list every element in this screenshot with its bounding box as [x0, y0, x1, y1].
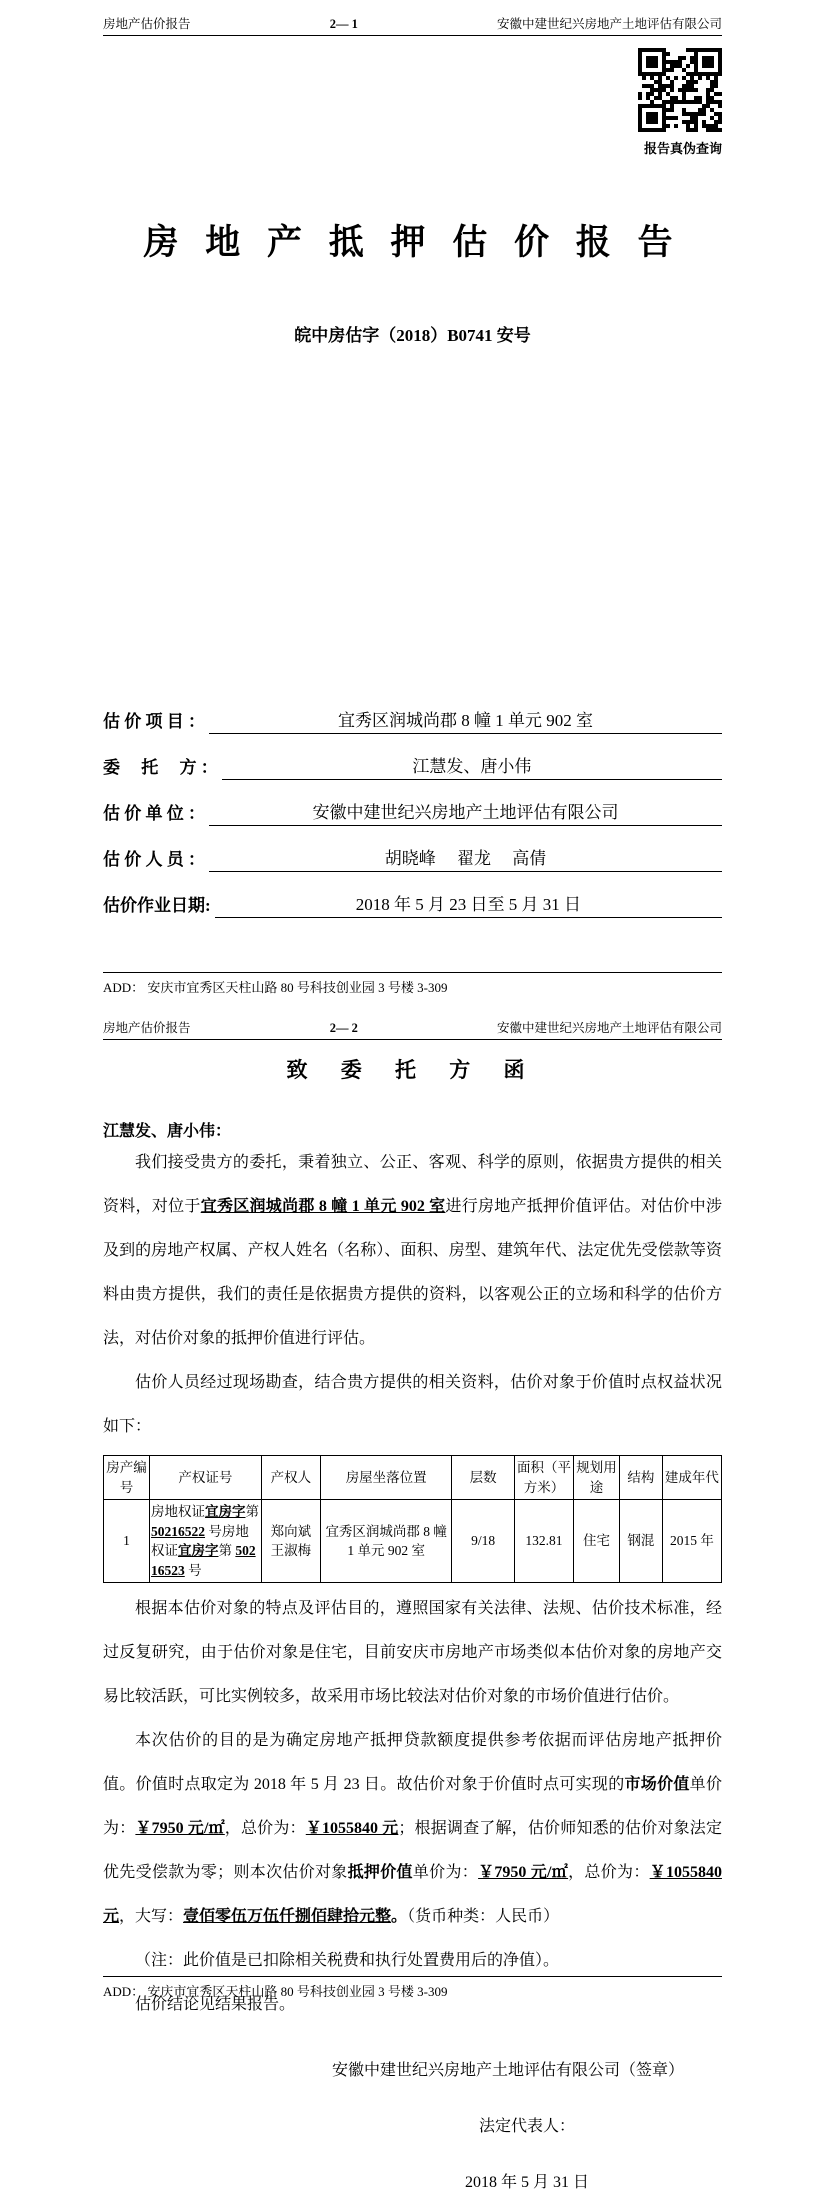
- cell-area: 132.81: [514, 1500, 573, 1583]
- running-header-page-number: 2— 1: [329, 17, 358, 31]
- running-header-page-number: 2— 2: [329, 1021, 358, 1035]
- running-header-company: 安徽中建世纪兴房地产土地评估有限公司: [496, 1021, 722, 1035]
- cell-planned-use: 住宅: [574, 1500, 620, 1583]
- col-property-no: 房产编号: [104, 1456, 150, 1500]
- col-year-built: 建成年代: [662, 1456, 721, 1500]
- field-client-label: 委 托 方 ：: [103, 758, 218, 777]
- page2-footer: [103, 1976, 722, 2000]
- field-project: [103, 688, 722, 734]
- paragraph-note: （注：此价值是已扣除相关税费和执行处置费用后的净值）。: [135, 1952, 560, 1970]
- paragraph-valuation: 本次估价的目的是为确定房地产抵押贷款额度提供参考依据而评估房地产抵押价值。价值时点取定为 2018 年 5 月 23 日。故估价对象于价值时点可实现的市场价值单价为：￥7950 元/㎡，总价为：￥1055840 元；根据调查了解，估价师知悉的估价对象法定优先受偿款为零；则本次估价对象抵押价值单价为：￥7950 元/㎡，总价为：￥1055840 元，大写：壹佰零伍万伍仟捌佰肆拾元整。（货币种类：人民币）: [103, 1732, 722, 1926]
- field-work-date-label: 估价作业日期:: [103, 896, 211, 915]
- signature-legal-rep: 法定代表人：: [478, 2118, 575, 2136]
- page2-running-header: [103, 1018, 722, 1040]
- cell-property-no: 1: [104, 1500, 150, 1583]
- running-header-company: 安徽中建世纪兴房地产土地评估有限公司: [496, 17, 722, 31]
- field-project-value: 宜秀区润城尚郡 8 幢 1 单元 902 室: [209, 706, 722, 734]
- paragraph-engagement: 我们接受贵方的委托，秉着独立、公正、客观、科学的原则，依据贵方提供的相关资料，对位于宜秀区润城尚郡 8 幢 1 单元 902 室进行房地产抵押价值评估。对估价中涉及到的房地产权属、产权人姓名（名称）、面积、房型、建筑年代、法定优先受偿款等资料由贵方提供，我们的责任是依据贵方提供的资料，以客观公正的立场和科学的估价方法，对估价对象的抵押价值进行评估。: [103, 1154, 722, 1347]
- field-agency-label: 估 价 单 位 ：: [103, 804, 205, 823]
- page-2: [0, 1004, 823, 2192]
- cell-structure: 钢混: [620, 1500, 663, 1583]
- table-row: [104, 1500, 722, 1583]
- paragraph-method: 根据本估价对象的特点及评估目的，遵照国家有关法律、法规、估价技术标准，经过反复研究，由于估价对象是住宅，目前安庆市房地产市场类似本估价对象的房地产交易比较活跃，可比实例较多，故采用市场比较法对估价对象的市场价值进行估价。: [103, 1600, 722, 1706]
- property-table-header-row: [104, 1456, 722, 1500]
- qr-code: [638, 48, 722, 132]
- signature-date: 2018 年 5 月 31 日: [464, 2174, 589, 2192]
- field-client: [103, 734, 722, 780]
- col-structure: 结构: [620, 1456, 663, 1500]
- col-planned-use: 规划用途: [574, 1456, 620, 1500]
- col-owner: 产权人: [261, 1456, 320, 1500]
- footer-rule: [103, 1976, 722, 1977]
- field-work-date: [103, 872, 722, 918]
- qr-section: [103, 48, 722, 157]
- cover-fields: [103, 688, 722, 918]
- running-header-doc-name: 房地产估价报告: [103, 1021, 191, 1035]
- field-agency: [103, 780, 722, 826]
- field-project-label: 估 价 项 目 ：: [103, 712, 205, 731]
- col-location: 房屋坐落位置: [320, 1456, 452, 1500]
- field-work-date-value: 2018 年 5 月 23 日至 5 月 31 日: [215, 890, 722, 918]
- report-title: 房 地 产 抵 押 估 价 报 告: [143, 223, 682, 262]
- field-agency-value: 安徽中建世纪兴房地产土地评估有限公司: [209, 798, 722, 826]
- document-number: 皖中房估字（2018）B0741 安号: [294, 326, 531, 345]
- cell-year-built: 2015 年: [662, 1500, 721, 1583]
- paragraph-inspection: 估价人员经过现场勘查，结合贵方提供的相关资料，估价对象于价值时点权益状况如下：: [103, 1374, 722, 1435]
- col-area: 面积（平方米）: [514, 1456, 573, 1500]
- signature-block: [332, 2057, 722, 2192]
- field-appraisers-value: 胡晓峰 翟龙 高倩: [209, 844, 722, 872]
- cell-location: 宜秀区润城尚郡 8 幢 1 单元 902 室: [320, 1500, 452, 1583]
- footer-rule: [103, 972, 722, 973]
- cell-owner: 郑向斌 王淑梅: [261, 1500, 320, 1583]
- signature-company: 安徽中建世纪兴房地产土地评估有限公司（签章）: [332, 2062, 685, 2080]
- page1-footer: [103, 972, 722, 996]
- page1-running-header: [103, 14, 722, 36]
- col-floors: 层数: [452, 1456, 514, 1500]
- paragraph-conclusion: 估价结论见结果报告。: [135, 1996, 296, 2014]
- cell-floors: 9/18: [452, 1500, 514, 1583]
- page-1: [0, 0, 823, 1004]
- property-table: [103, 1455, 722, 1583]
- qr-caption: 报告真伪查询: [643, 141, 722, 156]
- footer-address: ADD： 安庆市宜秀区天柱山路 80 号科技创业园 3 号楼 3-309: [103, 1984, 448, 1999]
- letter-title: 致 委 托 方 函: [286, 1058, 539, 1082]
- cell-cert-no: 房地权证宜房字第 50216522 号房地权证宜房字第 50216523 号: [150, 1500, 262, 1583]
- running-header-doc-name: 房地产估价报告: [103, 17, 191, 31]
- field-appraisers: [103, 826, 722, 872]
- col-cert-no: 产权证号: [150, 1456, 262, 1500]
- field-appraisers-label: 估 价 人 员 ：: [103, 850, 205, 869]
- field-client-value: 江慧发、唐小伟: [222, 752, 722, 780]
- salutation: 江慧发、唐小伟：: [103, 1123, 232, 1140]
- footer-address: ADD： 安庆市宜秀区天柱山路 80 号科技创业园 3 号楼 3-309: [103, 980, 448, 995]
